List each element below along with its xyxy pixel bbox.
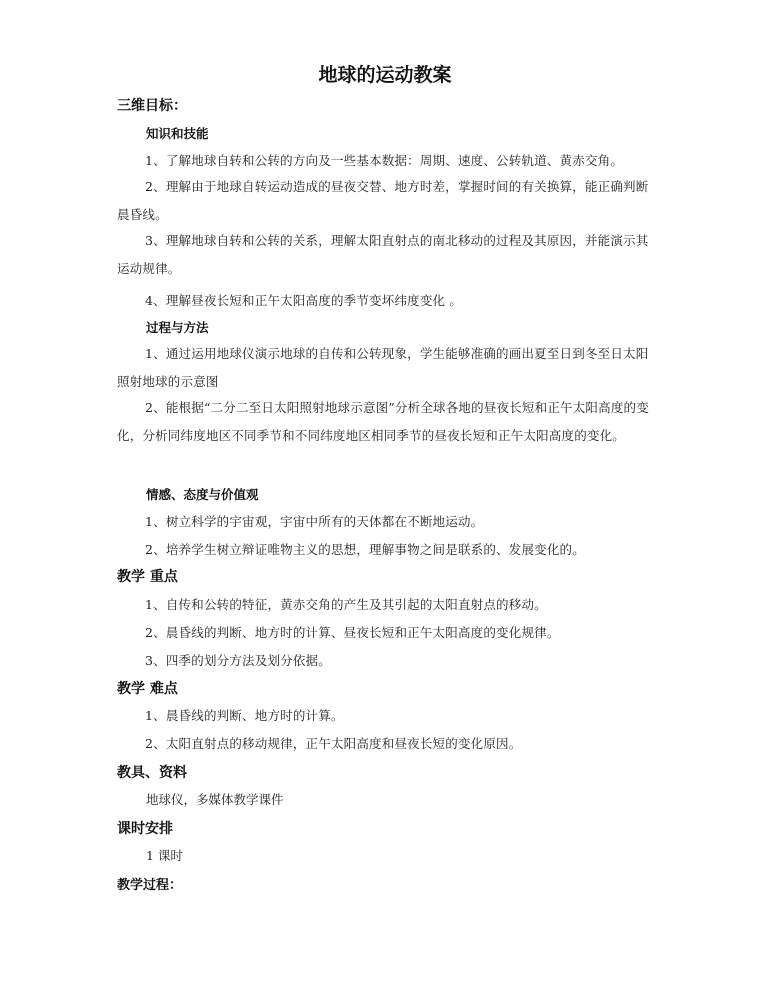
objectives-heading: 三维目标： — [117, 98, 187, 114]
process-heading: 过程与方法 — [146, 320, 209, 335]
emotion-item-2: 2、培养学生树立辩证唯物主义的思想，理解事物之间是联系的、发展变化的。 — [145, 542, 585, 557]
emotion-item-1: 1、树立科学的宇宙观，宇宙中所有的天体都在不断地运动。 — [145, 514, 484, 529]
teaching-process-heading: 教学过程： — [117, 878, 183, 893]
knowledge-item-3: 3、理解地球自转和公转的关系，理解太阳直射点的南北移动的过程及其原因，并能演示其运动规律。 — [117, 233, 649, 276]
difficult-points-heading: 教学 难点 — [117, 681, 178, 697]
key-point-3: 3、四季的划分方法及划分依据。 — [145, 653, 331, 668]
schedule-heading: 课时安排 — [117, 821, 173, 837]
document-title: 地球的运动教案 — [318, 64, 452, 86]
process-item-1: 1、通过运用地球仪演示地球的自传和公转现象，学生能够准确的画出夏至日到冬至日太阳照射地球的示意图 — [117, 346, 649, 389]
key-point-2: 2、晨昏线的判断、地方时的计算、昼夜长短和正午太阳高度的变化规律。 — [145, 625, 560, 640]
knowledge-item-2: 2、理解由于地球自转运动造成的昼夜交替、地方时差，掌握时间的有关换算，能正确判断晨昏线。 — [117, 179, 649, 222]
materials-heading: 教具、资料 — [117, 765, 187, 781]
key-points-heading: 教学 重点 — [117, 569, 178, 585]
difficult-point-2: 2、太阳直射点的移动规律，正午太阳高度和昼夜长短的变化原因。 — [145, 736, 522, 751]
difficult-point-1: 1、晨昏线的判断、地方时的计算。 — [145, 708, 344, 723]
process-item-2: 2、能根据“二分二至日太阳照射地球示意图”分析全球各地的昼夜长短和正午太阳高度的变化，分析同纬度地区不同季节和不同纬度地区相同季节的昼夜长短和正午太阳高度的变化。 — [117, 400, 649, 443]
knowledge-item-4: 4、理解昼夜长短和正午太阳高度的季节变坏纬度变化 。 — [145, 293, 463, 308]
knowledge-item-1: 1、了解地球自转和公转的方向及一些基本数据：周期、速度、公转轨道、黄赤交角。 — [145, 153, 624, 168]
key-point-1: 1、自传和公转的特征，黄赤交角的产生及其引起的太阳直射点的移动。 — [145, 597, 547, 612]
schedule-text: 1 课时 — [146, 848, 183, 863]
knowledge-heading: 知识和技能 — [146, 126, 209, 141]
materials-text: 地球仪，多媒体教学课件 — [146, 792, 284, 807]
emotion-heading: 情感、态度与价值观 — [146, 487, 259, 502]
